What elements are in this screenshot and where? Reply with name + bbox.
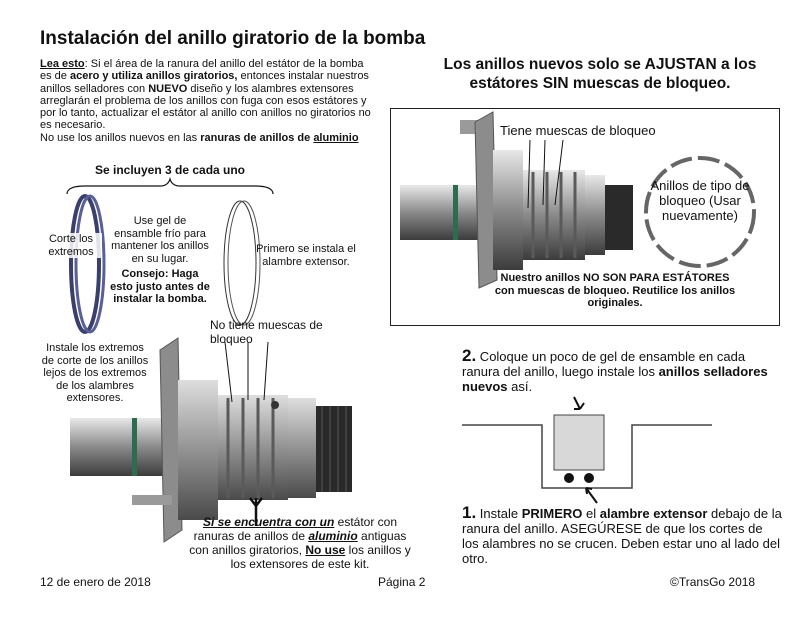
corte-label: Corte los extremos xyxy=(40,233,102,258)
page-title: Instalación del anillo giratorio de la bomba xyxy=(40,28,426,49)
footer-copyright: ©TransGo 2018 xyxy=(670,575,756,589)
primero-note: Primero se instala el alambre extensor. xyxy=(256,243,356,268)
aluminium-warning: Si se encuentra con un estátor con ranuras de anillos de aluminio antiguas con anillos giratorios, No use los anillos y los extensores de este kit. xyxy=(189,515,411,571)
nuestros-note: Nuestro anillos NO SON PARA ESTÁTORES con muescas de bloqueo. Reutilice los anillos originales. xyxy=(494,272,736,309)
included-label: Se incluyen 3 de cada uno xyxy=(94,163,246,177)
gel-note: Use gel de ensamble frío para mantener los anillos en su lugar. xyxy=(111,215,209,265)
step-2: 2. Coloque un poco de gel de ensamble en cada ranura del anillo, luego instale los anillos selladores nuevos así. xyxy=(462,346,768,394)
ring-illustration xyxy=(60,192,110,337)
instale-extremos-note: Instale los extremos de corte de los anillos lejos de los extremos de los alambres extensores. xyxy=(41,342,149,404)
groove-diagram xyxy=(462,393,792,513)
footer-date: 12 de enero de 2018 xyxy=(40,575,151,589)
footer-page: Página 2 xyxy=(378,575,426,589)
step-1: 1. Instale PRIMERO el alambre extensor debajo de la ranura del anillo. ASEGÚRESE de que los cortes de los alambres no se crucen. Deben estar uno al lado del otro. xyxy=(462,503,782,566)
anillos-tipo-label: Anillos de tipo de bloqueo (Usar nuevamente) xyxy=(650,178,750,223)
intro-paragraph: Lea esto: Si el área de la ranura del anillo del estátor de la bomba es de acero y utiliza anillos giratorios, entonces instalar nuestros anillos selladores con NUEVO diseño y los alambres extensores arreglarán el problema de los anillos con fuga con esos estátores y por lo tanto, actualizar el estátor al anillo con anillos no giratorios no es necesario. No use los anillos nuevos en las ranuras de anillos de aluminio xyxy=(40,58,371,144)
no-tiene-label: No tiene muescas de bloqueo xyxy=(210,318,323,346)
tiene-label: Tiene muescas de bloqueo xyxy=(500,123,656,138)
right-heading: Los anillos nuevos solo se AJUSTAN a los estátores SIN muescas de bloqueo. xyxy=(443,56,757,92)
tip-note: Consejo: Haga esto justo antes de instalar la bomba. xyxy=(110,268,210,305)
lead-label: Lea esto xyxy=(40,58,85,70)
